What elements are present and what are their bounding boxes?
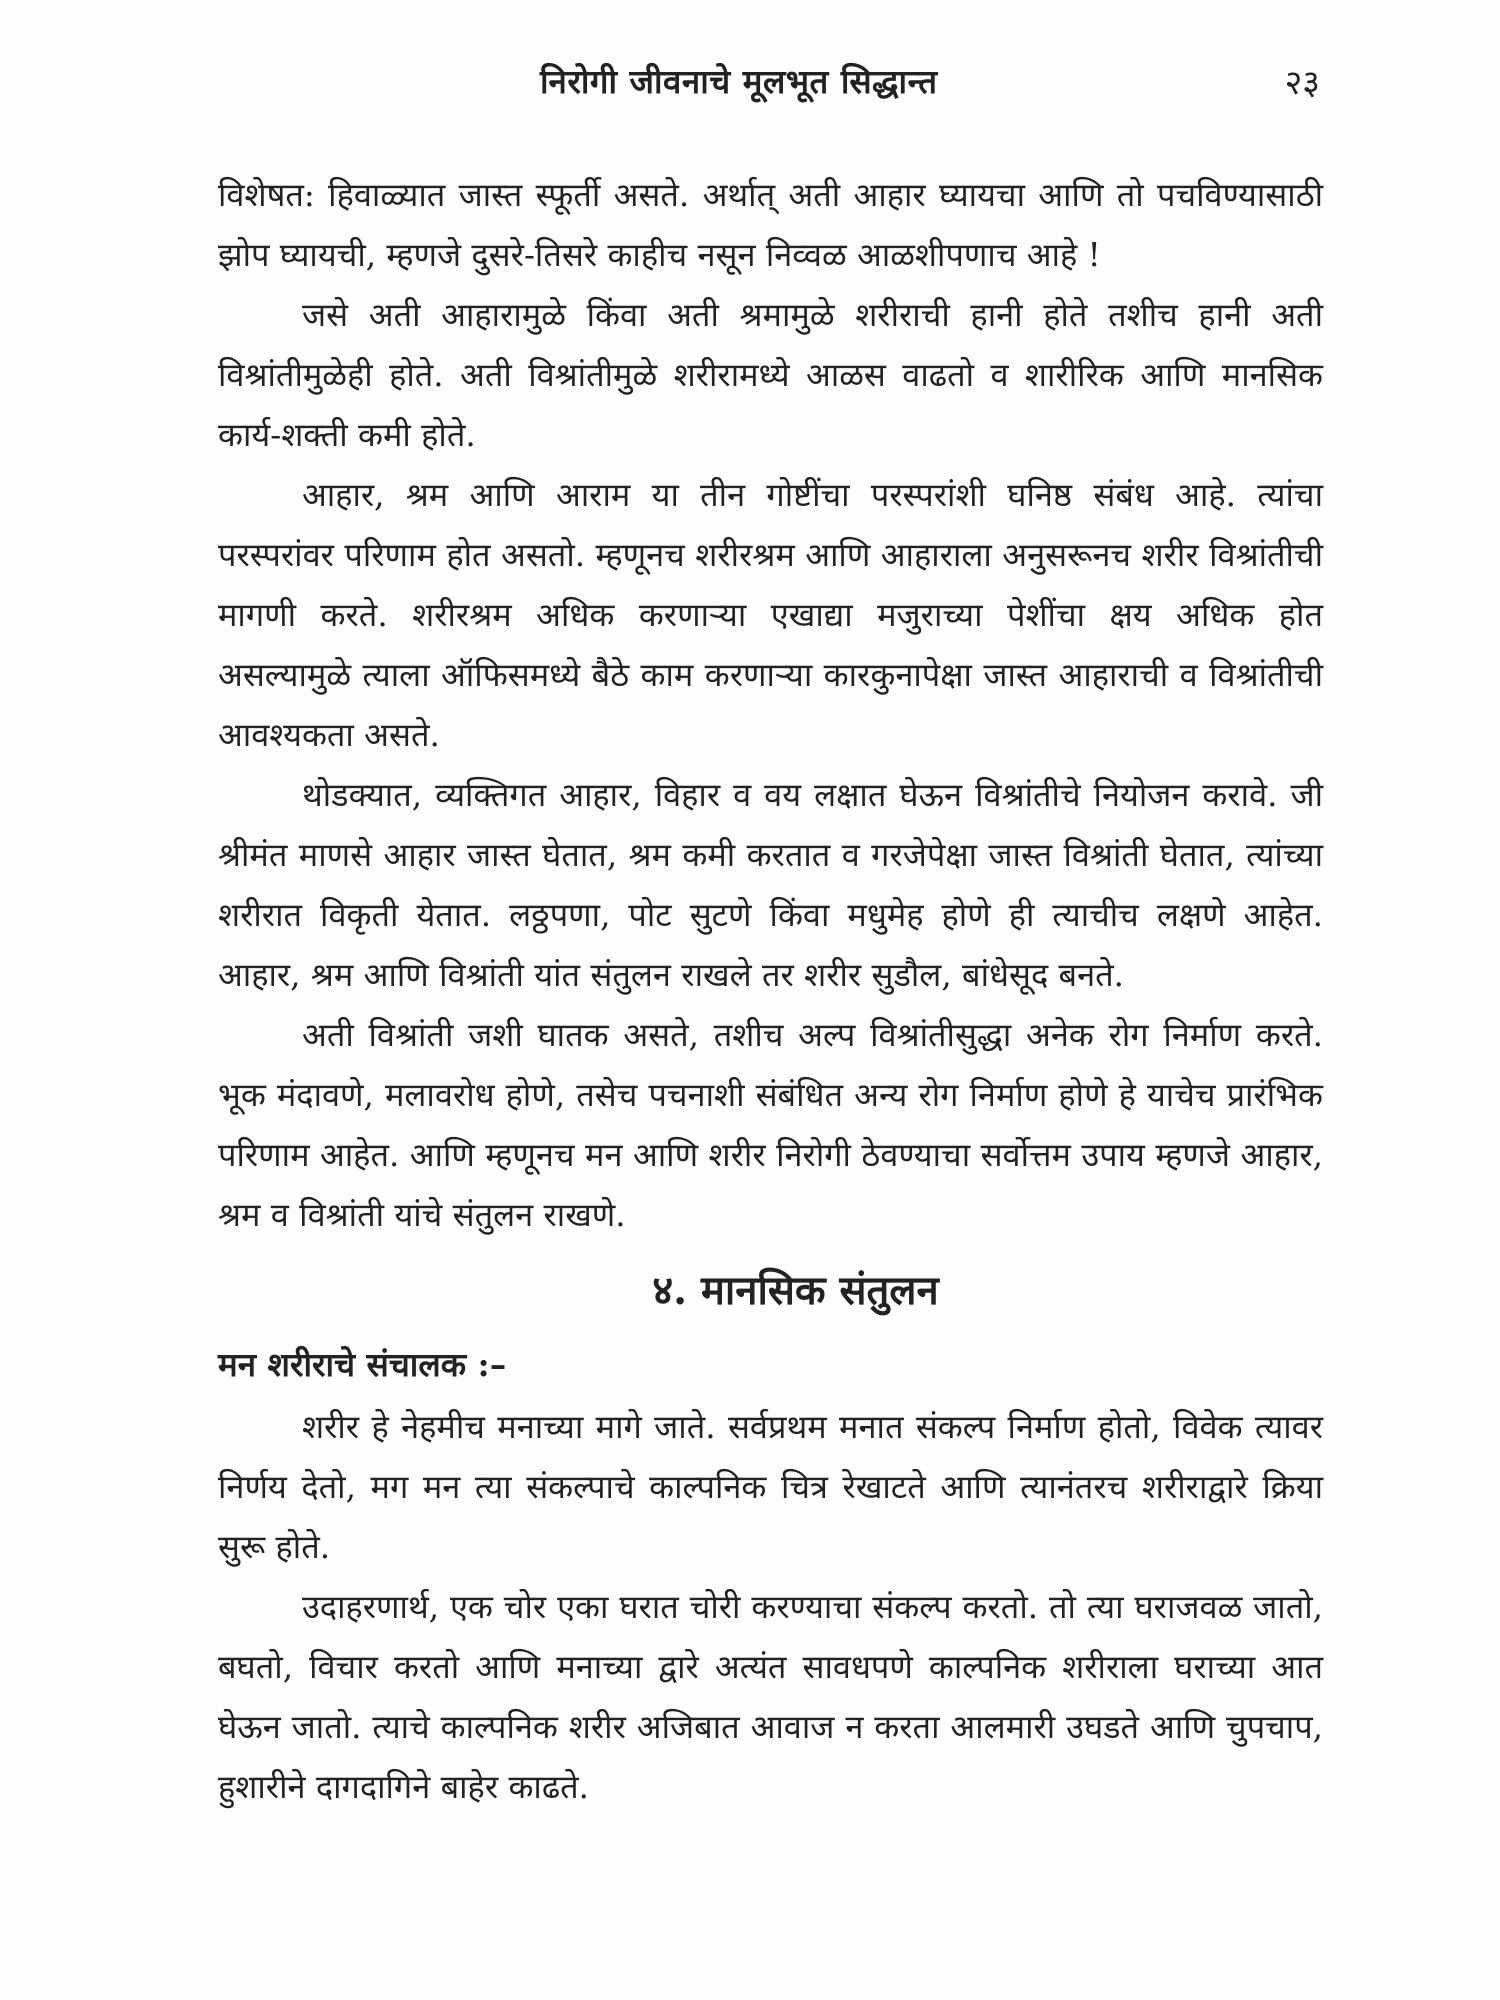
page-number: २३ xyxy=(1284,63,1320,103)
chapter-heading: ४. मानसिक संतुलन xyxy=(652,1267,939,1314)
paragraph: अती विश्रांती जशी घातक असते, तशीच अल्प विश्रांतीसुद्धा अनेक रोग निर्माण करते. भूक मंदावणे, मलावरोध होणे, तसेच पचनाशी संबंधित अन्य रोग निर्माण होणे हे याचेच प्रारंभिक परिणाम आहेत. आणि म्हणूनच मन आणि शरीर निरोगी ठेवण्याचा सर्वोत्तम उपाय म्हणजे आहार, श्रम व विश्रांती यांचे संतुलन राखणे. xyxy=(218,1016,1323,1234)
paragraph: आहार, श्रम आणि आराम या तीन गोष्टींचा परस्परांशी घनिष्ठ संबंध आहे. त्यांचा परस्परांवर परिणाम होत असतो. म्हणूनच शरीरश्रम आणि आहाराला अनुसरूनच शरीर विश्रांतीची मागणी करते. शरीरश्रम अधिक करणाऱ्या एखाद्या मजुराच्या पेशींचा क्षय अधिक होत असल्यामुळे त्याला ऑफिसमध्ये बैठे काम करणाऱ्या कारकुनापेक्षा जास्त आहाराची व विश्रांतीची आवश्यकता असते. xyxy=(218,476,1323,754)
paragraph: शरीर हे नेहमीच मनाच्या मागे जाते. सर्वप्रथम मनात संकल्प निर्माण होतो, विवेक त्यावर निर्णय देतो, मग मन त्या संकल्पाचे काल्पनिक चित्र रेखाटते आणि त्यानंतरच शरीराद्वारे क्रिया सुरू होते. xyxy=(218,1408,1323,1566)
page-body xyxy=(218,165,1323,1817)
paragraph: उदाहरणार्थ, एक चोर एका घरात चोरी करण्याचा संकल्प करतो. तो त्या घराजवळ जातो, बघतो, विचार करतो आणि मनाच्या द्वारे अत्यंत सावधपणे काल्पनिक शरीराला घराच्या आत घेऊन जातो. त्याचे काल्पनिक शरीर अजिबात आवाज न करता आलमारी उघडते आणि चुपचाप, हुशारीने दागदागिने बाहेर काढते. xyxy=(218,1588,1323,1806)
running-title: निरोगी जीवनाचे मूलभूत सिद्धान्त xyxy=(540,62,938,101)
paragraph: जसे अती आहारामुळे किंवा अती श्रमामुळे शरीराची हानी होते तशीच हानी अती विश्रांतीमुळेही होते. अती विश्रांतीमुळे शरीरामध्ये आळस वाढतो व शारीरिक आणि मानसिक कार्य-शक्ती कमी होते. xyxy=(218,296,1323,454)
paragraph: थोडक्यात, व्यक्तिगत आहार, विहार व वय लक्षात घेऊन विश्रांतीचे नियोजन करावे. जी श्रीमंत माणसे आहार जास्त घेतात, श्रम कमी करतात व गरजेपेक्षा जास्त विश्रांती घेतात, त्यांच्या शरीरात विकृती येतात. लठ्ठपणा, पोट सुटणे किंवा मधुमेह होणे ही त्याचीच लक्षणे आहेत. आहार, श्रम आणि विश्रांती यांत संतुलन राखले तर शरीर सुडौल, बांधेसूद बनते. xyxy=(218,776,1323,994)
paragraph-continued: विशेषत: हिवाळ्यात जास्त स्फूर्ती असते. अर्थात् अती आहार घ्यायचा आणि तो पचविण्यासाठी झोप घ्यायची, म्हणजे दुसरे-तिसरे काहीच नसून निव्वळ आळशीपणाच आहे ! xyxy=(218,176,1323,274)
running-header xyxy=(220,58,1320,118)
section-heading: मन शरीराचे संचालक :– xyxy=(218,1345,507,1384)
